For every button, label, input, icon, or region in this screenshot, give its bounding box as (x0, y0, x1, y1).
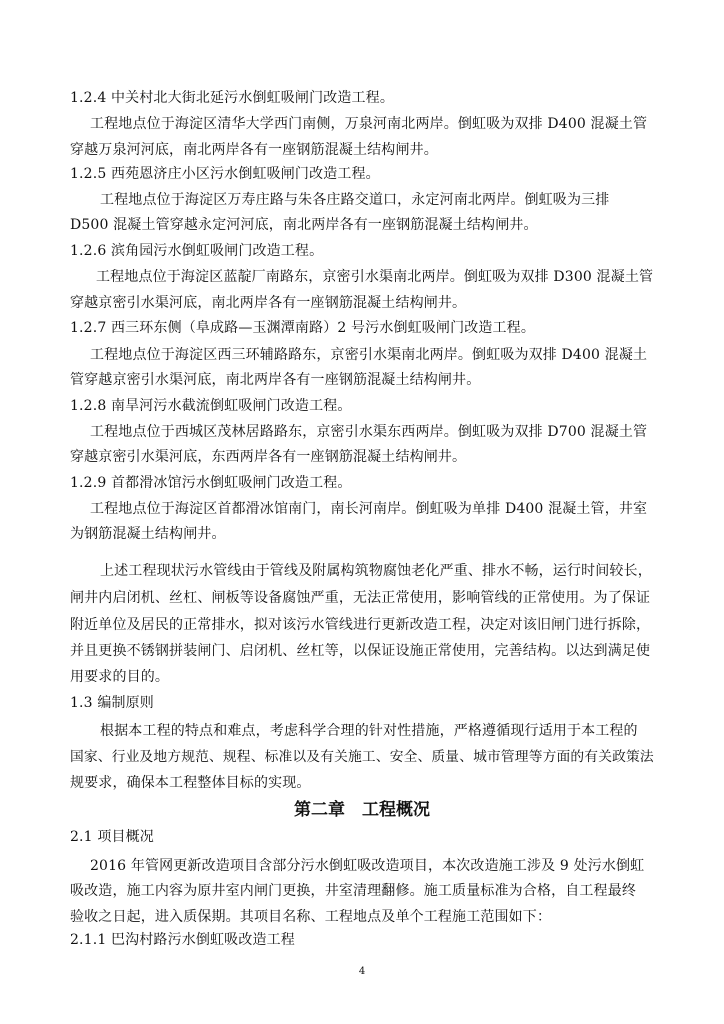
paragraph-line: 并且更换不锈钢拼装闸门、启闭机、丝杠等，以保证设施正常使用，完善结构。以达到满足使 (70, 643, 651, 659)
section-heading-1-3: 1.3 编制原则 (70, 695, 154, 711)
paragraph-line: 规要求，确保本工程整体目标的实现。 (70, 775, 311, 791)
section-heading-2-1: 2.1 项目概况 (70, 829, 154, 845)
paragraph-line: 根据本工程的特点和难点，考虑科学合理的针对性措施，严格遵循现行适用于本工程的 (100, 723, 638, 739)
paragraph-line: 工程地点位于海淀区清华大学西门南侧，万泉河南北两岸。倒虹吸为双排 D400 混凝土管 (90, 116, 648, 132)
paragraph-line: 2016 年管网更新改造项目含部分污水倒虹吸改造项目，本次改造施工涉及 9 处污水倒虹 (90, 858, 645, 874)
paragraph-line: 管穿越京密引水渠河底，南北两岸各有一座钢筋混凝土结构闸井。 (70, 372, 481, 388)
paragraph-line: 用要求的目的。 (70, 669, 170, 685)
paragraph-line: 穿越京密引水渠河底，东西两岸各有一座钢筋混凝土结构闸井。 (70, 449, 467, 465)
page-number: 4 (358, 966, 366, 977)
section-heading-1-2-8: 1.2.8 南旱河污水截流倒虹吸闸门改造工程。 (70, 398, 352, 414)
paragraph-line: 国家、行业及地方规范、规程、标准以及有关施工、安全、质量、城市管理等方面的有关政策法 (70, 749, 654, 765)
paragraph-line: 穿越万泉河河底，南北两岸各有一座钢筋混凝土结构闸井。 (70, 142, 438, 158)
paragraph-line: 附近单位及居民的正常排水，拟对该污水管线进行更新改造工程，决定对该旧闸门进行拆除， (70, 617, 651, 633)
paragraph-line: 为钢筋混凝土结构闸井。 (70, 526, 226, 542)
chapter-title: 第二章 工程概况 (294, 800, 430, 820)
section-heading-1-2-4: 1.2.4 中关村北大街北延污水倒虹吸闸门改造工程。 (70, 90, 394, 106)
paragraph-line: 工程地点位于海淀区西三环辅路路东，京密引水渠南北两岸。倒虹吸为双排 D400 混凝土 (90, 347, 648, 363)
section-heading-1-2-9: 1.2.9 首都滑冰馆污水倒虹吸闸门改造工程。 (70, 475, 352, 491)
section-heading-1-2-5: 1.2.5 西苑恩济庄小区污水倒虹吸闸门改造工程。 (70, 166, 380, 182)
paragraph-line: 验收之日起，进入质保期。其项目名称、工程地点及单个工程施工范围如下： (70, 909, 552, 925)
paragraph-line: 上述工程现状污水管线由于管线及附属构筑物腐蚀老化严重、排水不畅，运行时间较长， (100, 563, 652, 579)
paragraph-line: 穿越京密引水渠河底，南北两岸各有一座钢筋混凝土结构闸井。 (70, 295, 467, 311)
section-heading-2-1-1: 2.1.1 巴沟村路污水倒虹吸改造工程 (70, 932, 295, 948)
section-heading-1-2-7: 1.2.7 西三环东侧（阜成路—玉渊潭南路）2 号污水倒虹吸闸门改造工程。 (70, 320, 535, 336)
paragraph-line: 工程地点位于西城区茂林居路路东，京密引水渠东西两岸。倒虹吸为双排 D700 混凝土管 (90, 424, 648, 440)
paragraph-line: 工程地点位于海淀区首都滑冰馆南门，南长河南岸。倒虹吸为单排 D400 混凝土管，井室 (90, 501, 648, 517)
paragraph-line: 闸井内启闭机、丝杠、闸板等设备腐蚀严重，无法正常使用，影响管线的正常使用。为了保证 (70, 590, 651, 606)
paragraph-line: D500 混凝土管穿越永定河河底，南北两岸各有一座钢筋混凝土结构闸井。 (70, 217, 538, 233)
paragraph-line: 工程地点位于海淀区蓝靛厂南路东，京密引水渠南北两岸。倒虹吸为双排 D300 混凝土管 (96, 269, 654, 285)
section-heading-1-2-6: 1.2.6 滨角园污水倒虹吸闸门改造工程。 (70, 243, 324, 259)
paragraph-line: 工程地点位于海淀区万寿庄路与朱各庄路交道口，永定河南北两岸。倒虹吸为三排 (100, 192, 610, 208)
paragraph-line: 吸改造，施工内容为原井室内闸门更换，井室清理翻修。施工质量标准为合格，自工程最终 (70, 883, 636, 899)
